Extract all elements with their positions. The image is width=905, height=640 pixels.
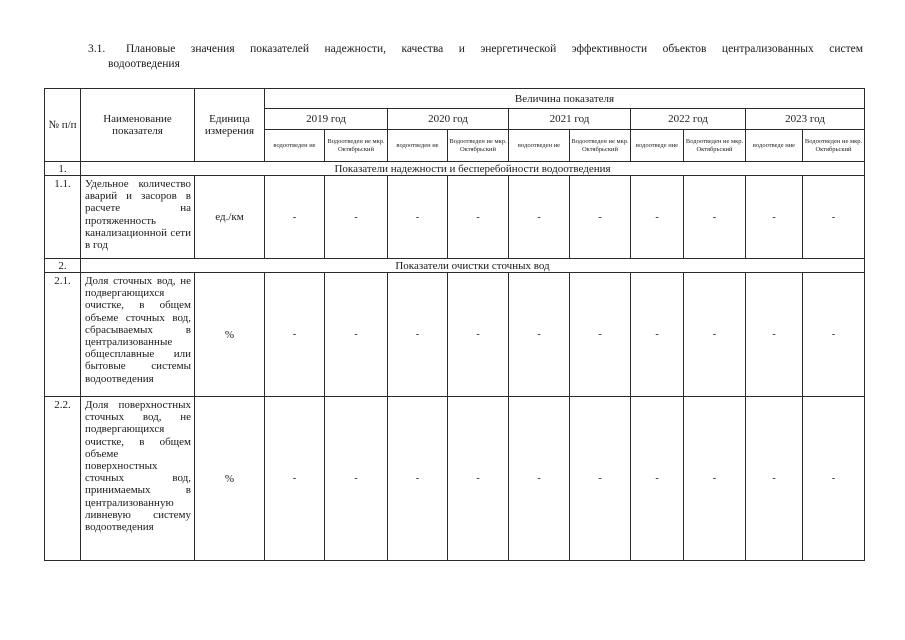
value-cell: - [509,273,570,397]
value-cell: - [325,176,388,259]
heading-line-1 [88,42,863,57]
year-header: 2023 год [746,109,865,130]
year-header: 2020 год [388,109,509,130]
header-row-1 [45,89,865,109]
indicator-name: Доля поверхностных сточных вод, не подвергающихся очистке, в общем объеме поверхностных сточных вод, принимаемых в централизованную ливневую систему водоотведения [81,397,195,561]
section-row [45,162,865,176]
subheader-cell: водоотведе ние [746,130,803,162]
value-cell: - [684,397,746,561]
unit-cell: ед./км [195,176,265,259]
value-cell: - [448,176,509,259]
subheader-cell: Водоотведен ие мкр. Октябрьский [570,130,631,162]
value-cell: - [509,397,570,561]
row-number: 2.2. [45,397,81,561]
value-cell: - [265,397,325,561]
section-title: Показатели надежности и бесперебойности водоотведения [81,162,865,176]
value-cell: - [631,273,684,397]
section-number: 1. [45,162,81,176]
value-cell: - [509,176,570,259]
value-cell: - [631,176,684,259]
value-cell: - [570,273,631,397]
year-header: 2022 год [631,109,746,130]
subheader-cell: водоотведен ие [509,130,570,162]
heading-title: Плановые значения показателей надежности, качества и энергетической эффективности объектов централизованных систем [126,43,863,55]
value-cell: - [746,273,803,397]
value-cell: - [746,176,803,259]
col-header-name: Наименование показателя [81,89,195,162]
heading-number: 3.1. [88,43,106,55]
indicators-table [44,88,865,561]
year-header: 2021 год [509,109,631,130]
row-number: 1.1. [45,176,81,259]
col-header-unit: Единица измерения [195,89,265,162]
subheader-cell: Водоотведен ие мкр. Октябрьский [803,130,865,162]
subheader-cell: Водоотведен ие мкр. Октябрьский [684,130,746,162]
value-cell: - [265,273,325,397]
subheader-cell: водоотведе ние [631,130,684,162]
value-cell: - [746,397,803,561]
subheader-cell: Водоотведен ие мкр. Октябрьский [325,130,388,162]
subheader-cell: водоотведен ие [388,130,448,162]
value-cell: - [631,397,684,561]
value-cell: - [448,273,509,397]
indicator-name: Удельное количество аварий и засоров в расчете на протяженность канализационной сети в год [81,176,195,259]
unit-cell: % [195,397,265,561]
table-row [45,176,865,259]
value-cell: - [684,176,746,259]
value-cell: - [684,273,746,397]
value-cell: - [803,273,865,397]
heading-line-2: водоотведения [108,58,180,70]
unit-cell: % [195,273,265,397]
value-cell: - [803,397,865,561]
value-cell: - [448,397,509,561]
section-number: 2. [45,259,81,273]
col-header-number: № п/п [45,89,81,162]
value-cell: - [325,397,388,561]
value-cell: - [325,273,388,397]
col-header-value: Величина показателя [265,89,865,109]
section-row [45,259,865,273]
value-cell: - [570,397,631,561]
year-header: 2019 год [265,109,388,130]
indicator-name: Доля сточных вод, не подвергающихся очистке, в общем объеме сточных вод, сбрасываемых в централизованные общесплавные или бытовые системы водоотведения [81,273,195,397]
value-cell: - [265,176,325,259]
table-row [45,273,865,397]
value-cell: - [388,176,448,259]
value-cell: - [388,273,448,397]
subheader-cell: Водоотведен ие мкр. Октябрьский [448,130,509,162]
value-cell: - [803,176,865,259]
value-cell: - [570,176,631,259]
section-title: Показатели очистки сточных вод [81,259,865,273]
table-row [45,397,865,561]
value-cell: - [388,397,448,561]
subheader-cell: водоотведен ие [265,130,325,162]
section-heading [88,42,863,72]
row-number: 2.1. [45,273,81,397]
